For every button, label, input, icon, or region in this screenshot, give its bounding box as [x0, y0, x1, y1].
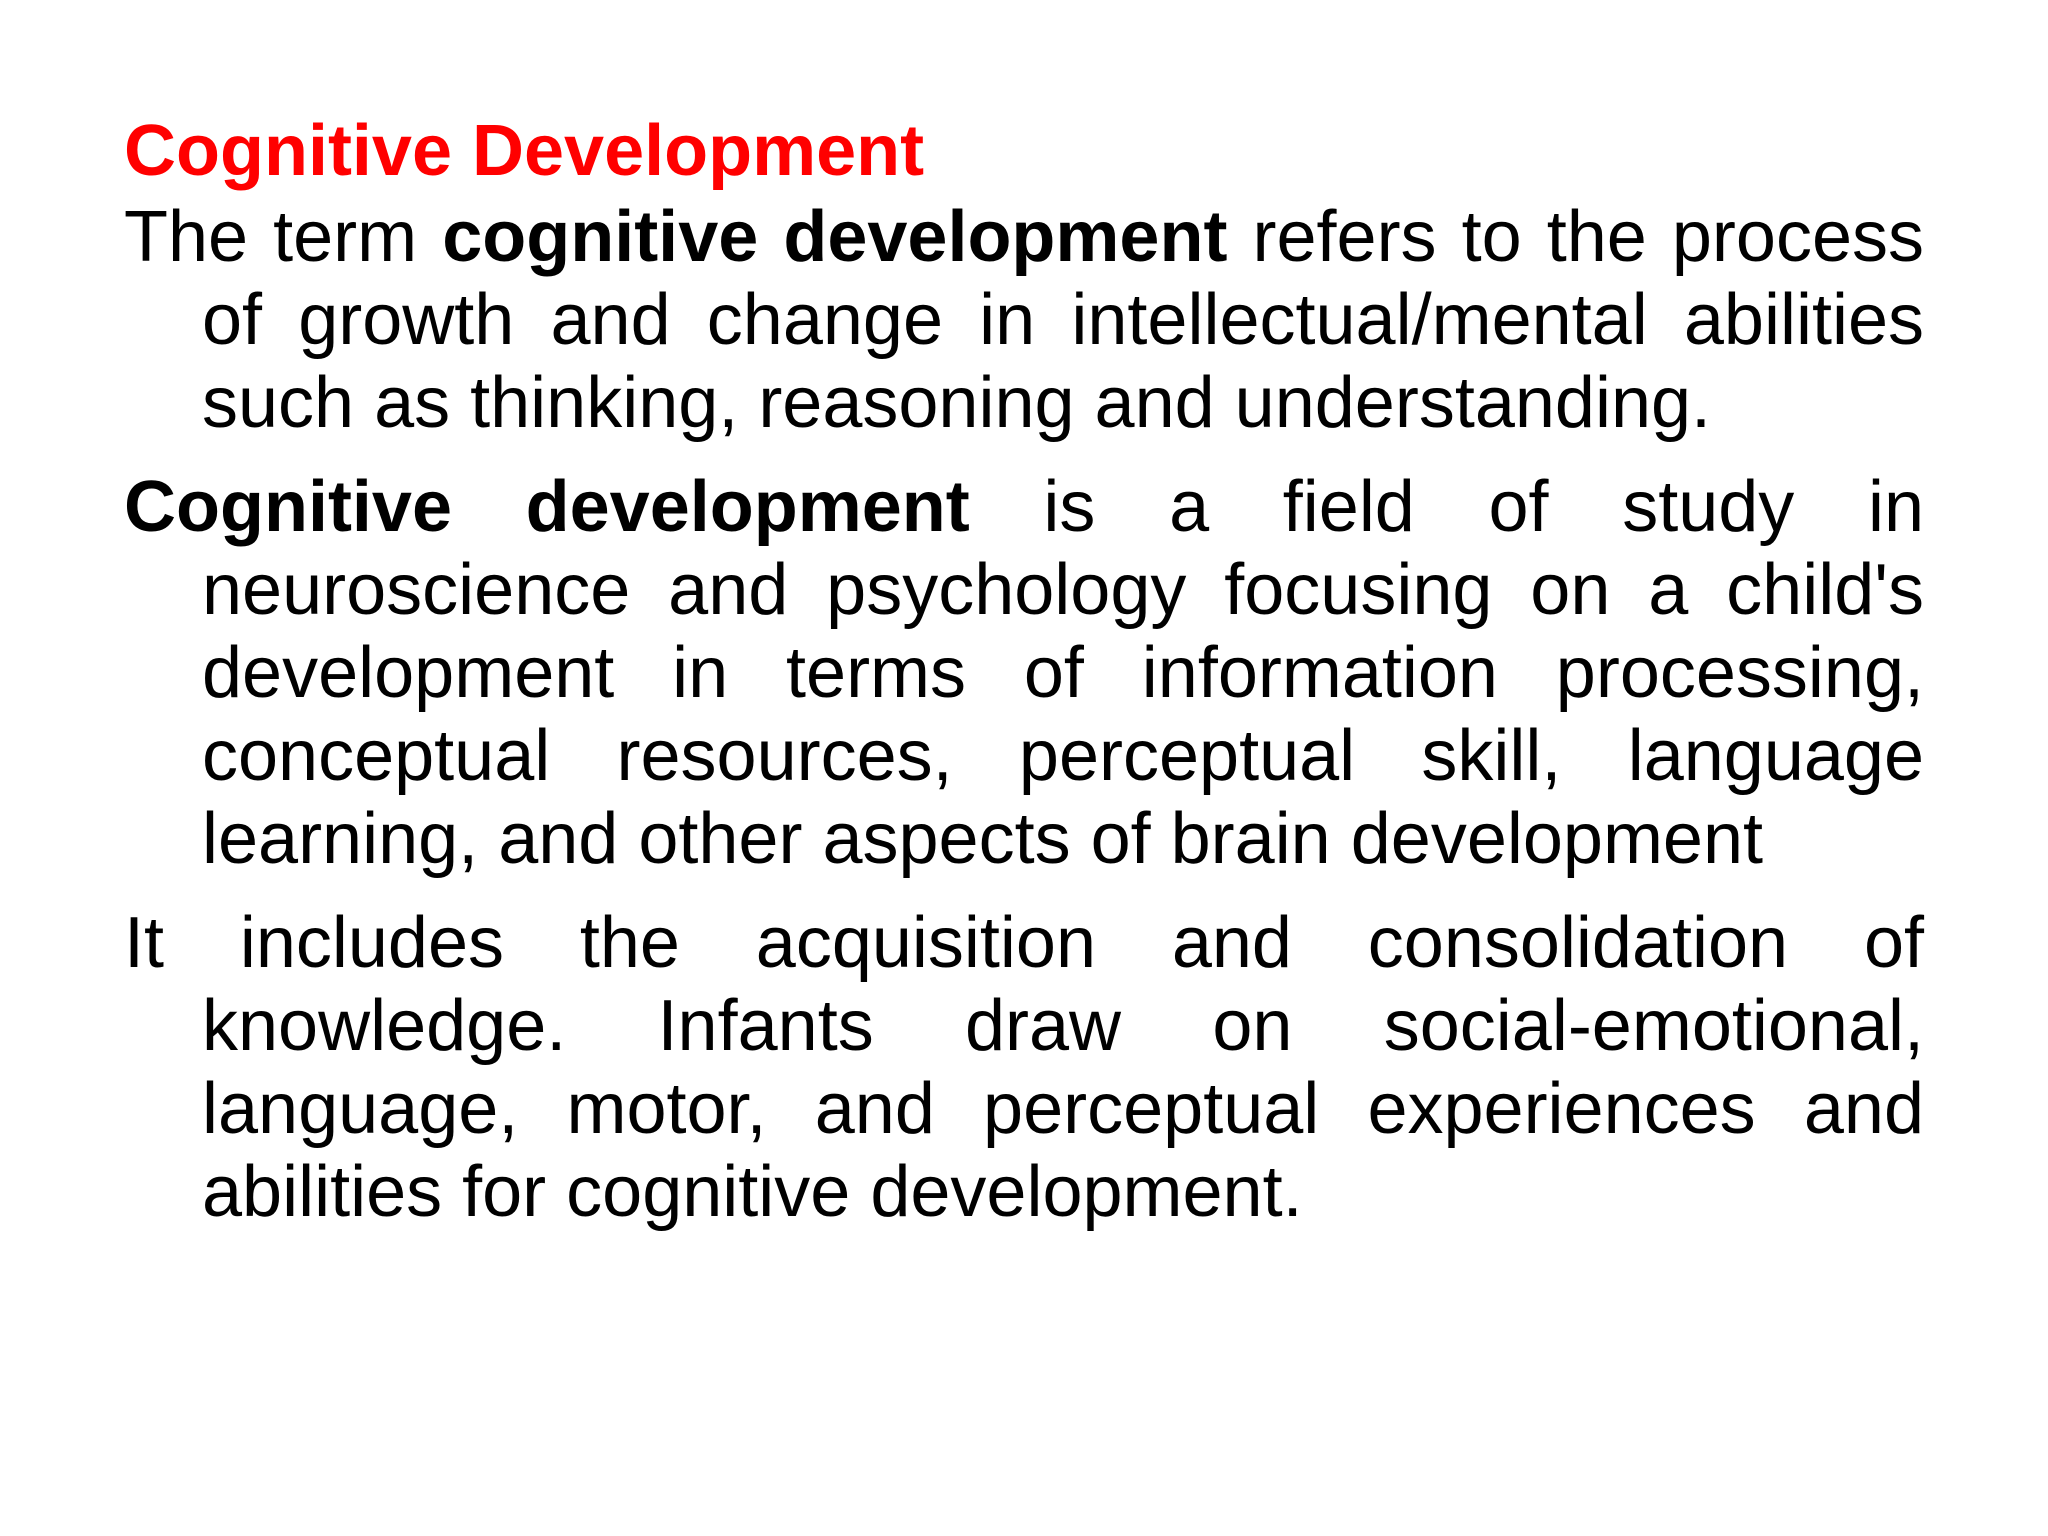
- paragraph-text-bold: Cognitive development: [124, 467, 970, 547]
- paragraph-text-bold: cognitive development: [442, 197, 1228, 277]
- paragraph-knowledge: [124, 902, 1924, 1234]
- paragraph-field-of-study: [124, 466, 1924, 881]
- slide-content: [124, 108, 1924, 1255]
- paragraph-text-post: refers to the process of growth and change in intellectual/mental abilities such as thinking, reasoning and understanding.: [202, 197, 1924, 443]
- paragraph-text-post: is a field of study in neuroscience and psychology focusing on a child's development in terms of information processing, conceptual resources, perceptual skill, language learning, and other aspects of brain development: [202, 467, 1924, 879]
- paragraph-text-pre: The term: [124, 197, 443, 277]
- paragraph-text-pre: It includes the acquisition and consolidation of knowledge. Infants draw on social-emotional, language, motor, and perceptual experiences and abilities for cognitive development.: [124, 903, 1924, 1232]
- paragraph-definition: [124, 196, 1924, 445]
- slide-title: Cognitive Development: [124, 111, 925, 191]
